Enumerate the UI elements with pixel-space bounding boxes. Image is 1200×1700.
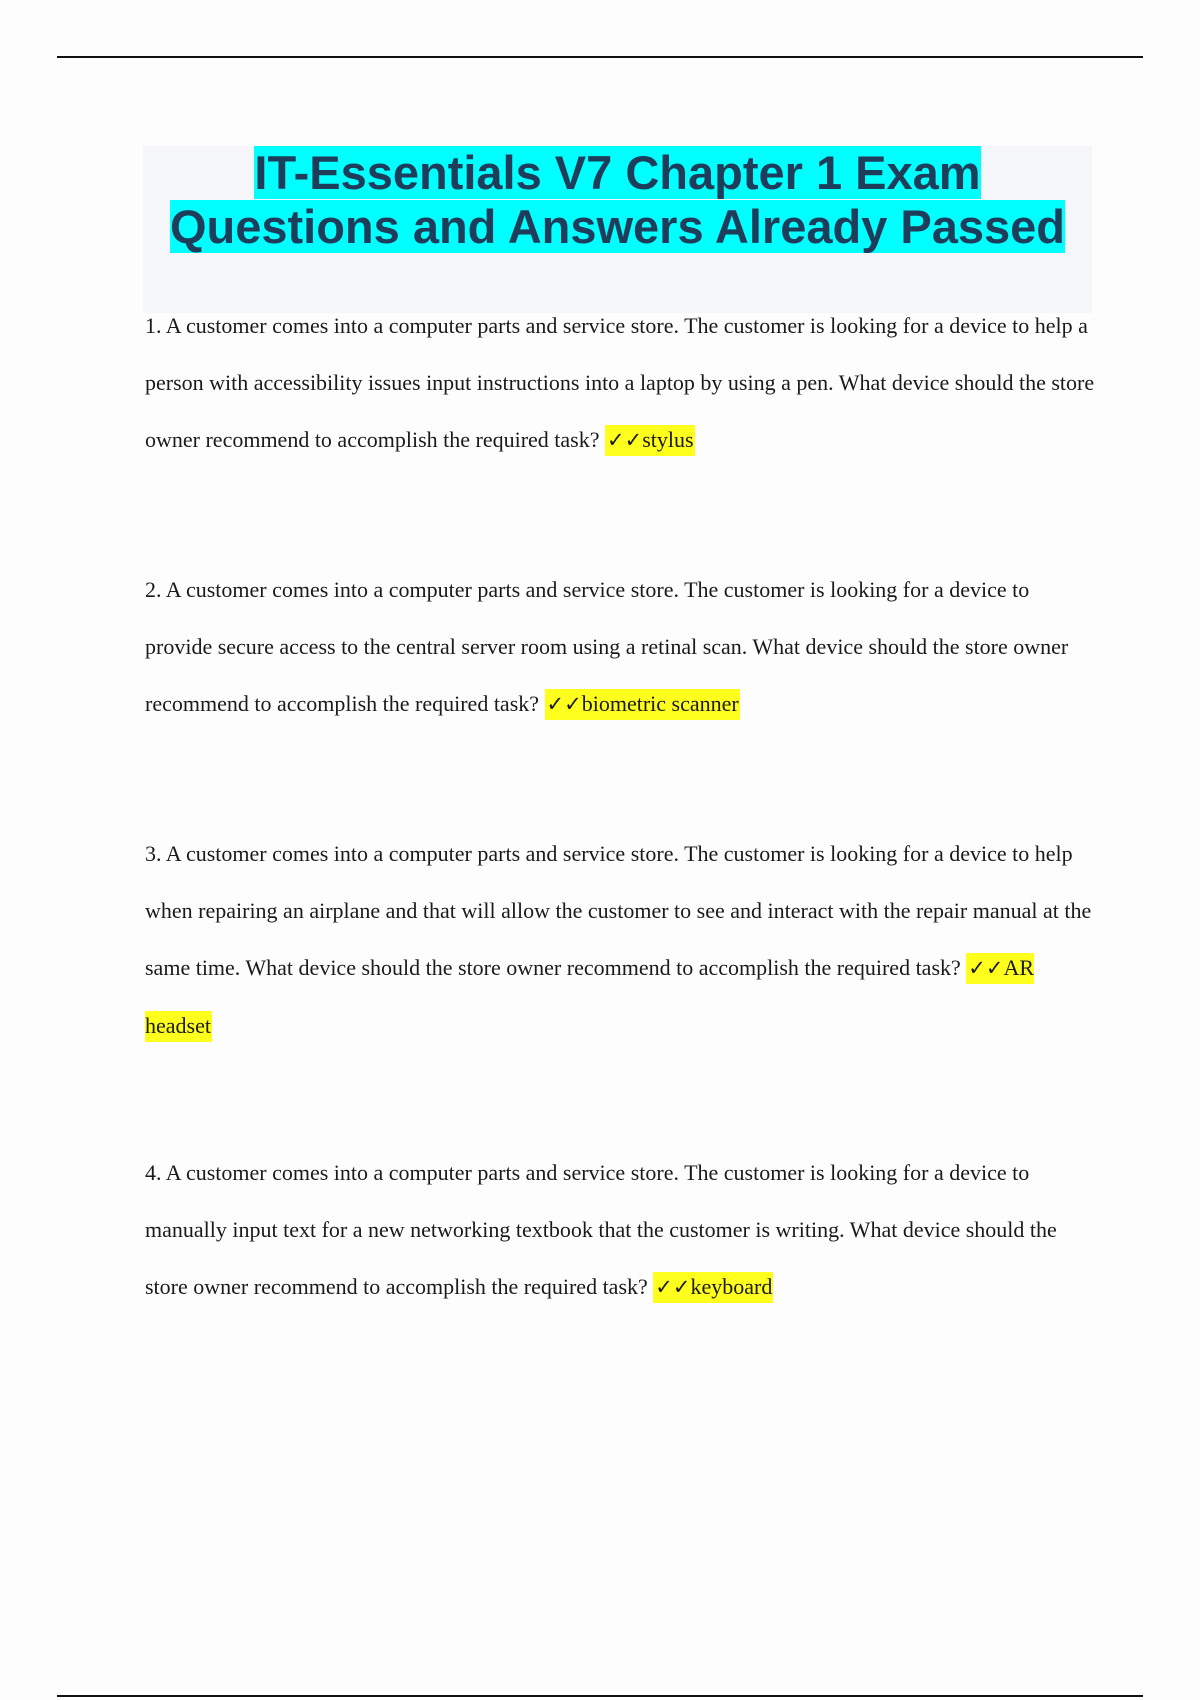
answer-4 [653,1272,773,1303]
document-title [143,146,1092,254]
top-divider [57,56,1143,58]
question-3-text: 3. A customer comes into a computer parts and service store. The customer is looking for a device to help when repairing an airplane and that will allow the customer to see and interact with the repair manual at the same time. What device should the store owner recommend to accomplish the required task? [145,841,1092,980]
check-mark-icon: ✓✓ [968,956,1004,980]
check-mark-icon: ✓✓ [607,428,643,452]
answer-1-text: stylus [642,427,694,452]
question-1-text: 1. A customer comes into a computer parts and service store. The customer is looking for a device to help a person with accessibility issues input instructions into a laptop by using a pen. What device should the store owner recommend to accomplish the required task? [145,313,1095,452]
answer-4-text: keyboard [690,1274,773,1299]
question-2-text: 2. A customer comes into a computer parts and service store. The customer is looking for a device to provide secure access to the central server room using a retinal scan. What device should the store owner recommend to accomplish the required task? [145,577,1069,716]
answer-3-text: AR headset [145,955,1035,1038]
title-line-1: IT-Essentials V7 Chapter 1 Exam [254,146,981,199]
title-panel [143,146,1092,313]
title-line-2: Questions and Answers Already Passed [169,200,1066,253]
question-2 [145,561,1095,733]
check-mark-icon: ✓✓ [655,1275,691,1299]
check-mark-icon: ✓✓ [546,692,582,716]
question-1 [145,297,1095,469]
question-4 [145,1144,1095,1316]
answer-2 [545,689,740,720]
answer-1 [605,425,695,456]
question-3 [145,825,1095,1054]
answer-2-text: biometric scanner [581,691,739,716]
question-4-text: 4. A customer comes into a computer parts and service store. The customer is looking for a device to manually input text for a new networking textbook that the customer is writing. What device should the store owner recommend to accomplish the required task? [145,1160,1057,1299]
bottom-divider [57,1695,1143,1697]
